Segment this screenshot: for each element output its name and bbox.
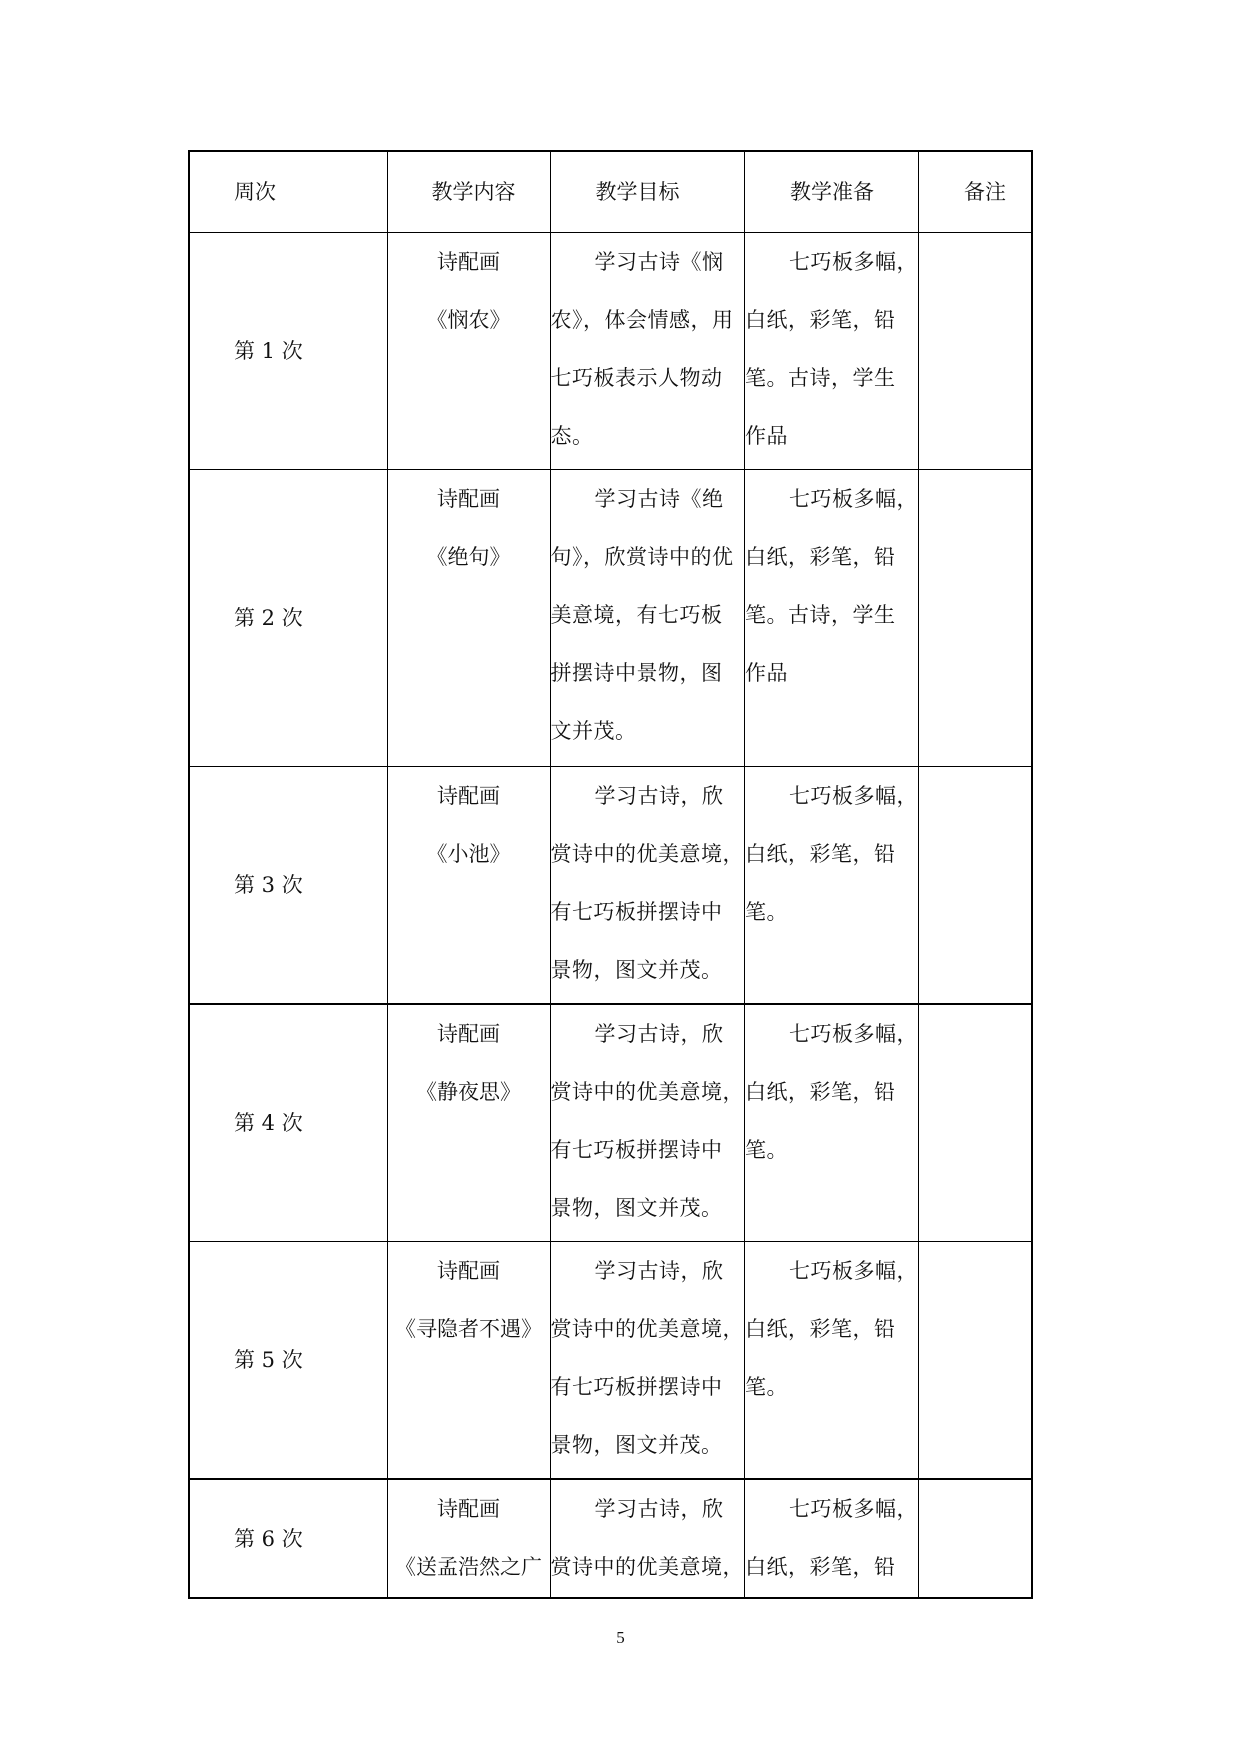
prep-cell-line: 七巧板多幅， xyxy=(789,1022,918,1046)
table-header-row xyxy=(189,151,1032,233)
week-cell: 第 1 次 xyxy=(189,233,387,470)
goal-cell-line: 有七巧板拼摆诗中 xyxy=(550,1138,723,1162)
goal-cell-line: 景物，图文并茂。 xyxy=(550,958,723,982)
content-cell-line: 诗配画 xyxy=(437,487,500,511)
prep-cell-line: 笔。 xyxy=(745,1375,788,1399)
content-cell-line: 《静夜思》 xyxy=(416,1080,521,1104)
content-cell-line: 诗配画 xyxy=(437,1497,500,1521)
goal-cell-line: 学习古诗，欣 xyxy=(594,1259,724,1283)
prep-cell-line: 笔。 xyxy=(745,900,788,924)
goal-cell-line: 景物，图文并茂。 xyxy=(550,1433,723,1457)
header-prep: 教学准备 xyxy=(745,151,919,233)
header-note: 备注 xyxy=(919,151,1032,233)
table-row xyxy=(189,1004,1032,1242)
prep-cell-line: 七巧板多幅， xyxy=(789,784,918,808)
goal-cell xyxy=(550,1479,745,1598)
page-number: 5 xyxy=(616,1628,625,1647)
note-cell xyxy=(919,1479,1032,1598)
note-cell xyxy=(919,1004,1032,1242)
goal-cell-line: 七巧板表示人物动 xyxy=(550,366,723,390)
content-cell xyxy=(387,233,550,470)
content-cell-line: 诗配画 xyxy=(437,1259,500,1283)
note-cell xyxy=(919,470,1032,767)
content-cell xyxy=(387,470,550,767)
prep-cell-line: 白纸，彩笔，铅 xyxy=(745,1317,896,1341)
goal-cell-line: 美意境，有七巧板 xyxy=(550,603,723,627)
week-cell: 第 5 次 xyxy=(189,1242,387,1480)
prep-cell-line: 七巧板多幅， xyxy=(789,487,918,511)
prep-cell xyxy=(745,233,919,470)
prep-cell-line: 白纸，彩笔，铅 xyxy=(745,842,896,866)
goal-cell-line: 学习古诗《悯 xyxy=(594,250,724,274)
content-cell xyxy=(387,1479,550,1598)
goal-cell xyxy=(550,767,745,1005)
content-cell-line: 《送孟浩然之广 xyxy=(395,1555,542,1579)
goal-cell xyxy=(550,233,745,470)
prep-cell-line: 白纸，彩笔，铅 xyxy=(745,545,896,569)
goal-cell xyxy=(550,1004,745,1242)
goal-cell-line: 景物，图文并茂。 xyxy=(550,1196,723,1220)
goal-cell xyxy=(550,470,745,767)
goal-cell-line: 学习古诗，欣 xyxy=(594,1497,724,1521)
content-cell-line: 《绝句》 xyxy=(426,545,511,569)
prep-cell-line: 七巧板多幅， xyxy=(789,1259,918,1283)
prep-cell-line: 作品 xyxy=(745,661,788,685)
prep-cell xyxy=(745,1004,919,1242)
note-cell xyxy=(919,1242,1032,1480)
goal-cell-line: 有七巧板拼摆诗中 xyxy=(550,900,723,924)
prep-cell-line: 笔。 xyxy=(745,1138,788,1162)
header-content: 教学内容 xyxy=(387,151,550,233)
goal-cell-line: 赏诗中的优美意境， xyxy=(550,842,744,866)
goal-cell xyxy=(550,1242,745,1480)
note-cell xyxy=(919,233,1032,470)
prep-cell xyxy=(745,470,919,767)
prep-cell xyxy=(745,767,919,1005)
content-cell xyxy=(387,1004,550,1242)
goal-cell-line: 有七巧板拼摆诗中 xyxy=(550,1375,723,1399)
goal-cell-line: 赏诗中的优美意境， xyxy=(550,1555,744,1579)
week-cell: 第 6 次 xyxy=(189,1479,387,1598)
prep-cell-line: 笔。古诗，学生 xyxy=(745,603,896,627)
goal-cell-line: 句》，欣赏诗中的优 xyxy=(550,545,734,569)
note-cell xyxy=(919,767,1032,1005)
goal-cell-line: 态。 xyxy=(550,424,594,448)
goal-cell-line: 学习古诗，欣 xyxy=(594,784,724,808)
prep-cell-line: 笔。古诗，学生 xyxy=(745,366,896,390)
header-week: 周次 xyxy=(189,151,387,233)
goal-cell-line: 赏诗中的优美意境， xyxy=(550,1317,744,1341)
prep-cell-line: 七巧板多幅， xyxy=(789,1497,918,1521)
prep-cell-line: 白纸，彩笔，铅 xyxy=(745,1080,896,1104)
week-cell: 第 3 次 xyxy=(189,767,387,1005)
goal-cell-line: 学习古诗，欣 xyxy=(594,1022,724,1046)
table-row xyxy=(189,470,1032,767)
table-row xyxy=(189,233,1032,470)
lesson-plan-table xyxy=(188,150,1033,1599)
content-cell-line: 诗配画 xyxy=(437,1022,500,1046)
header-goal: 教学目标 xyxy=(550,151,745,233)
week-cell: 第 4 次 xyxy=(189,1004,387,1242)
content-cell-line: 诗配画 xyxy=(437,784,500,808)
week-cell: 第 2 次 xyxy=(189,470,387,767)
content-cell-line: 诗配画 xyxy=(437,250,500,274)
prep-cell-line: 白纸，彩笔，铅 xyxy=(745,308,896,332)
prep-cell xyxy=(745,1479,919,1598)
content-cell xyxy=(387,767,550,1005)
goal-cell-line: 学习古诗《绝 xyxy=(594,487,724,511)
table-row xyxy=(189,1242,1032,1480)
prep-cell-line: 七巧板多幅， xyxy=(789,250,918,274)
goal-cell-line: 农》，体会情感，用 xyxy=(550,308,734,332)
prep-cell-line: 作品 xyxy=(745,424,788,448)
table-row xyxy=(189,767,1032,1005)
content-cell-line: 《寻隐者不遇》 xyxy=(395,1317,542,1341)
content-cell-line: 《悯农》 xyxy=(426,308,511,332)
content-cell-line: 《小池》 xyxy=(426,842,511,866)
content-cell xyxy=(387,1242,550,1480)
prep-cell-line: 白纸，彩笔，铅 xyxy=(745,1555,896,1579)
goal-cell-line: 拼摆诗中景物，图 xyxy=(550,661,723,685)
goal-cell-line: 赏诗中的优美意境， xyxy=(550,1080,744,1104)
goal-cell-line: 文并茂。 xyxy=(550,719,637,743)
table-row xyxy=(189,1479,1032,1598)
prep-cell xyxy=(745,1242,919,1480)
